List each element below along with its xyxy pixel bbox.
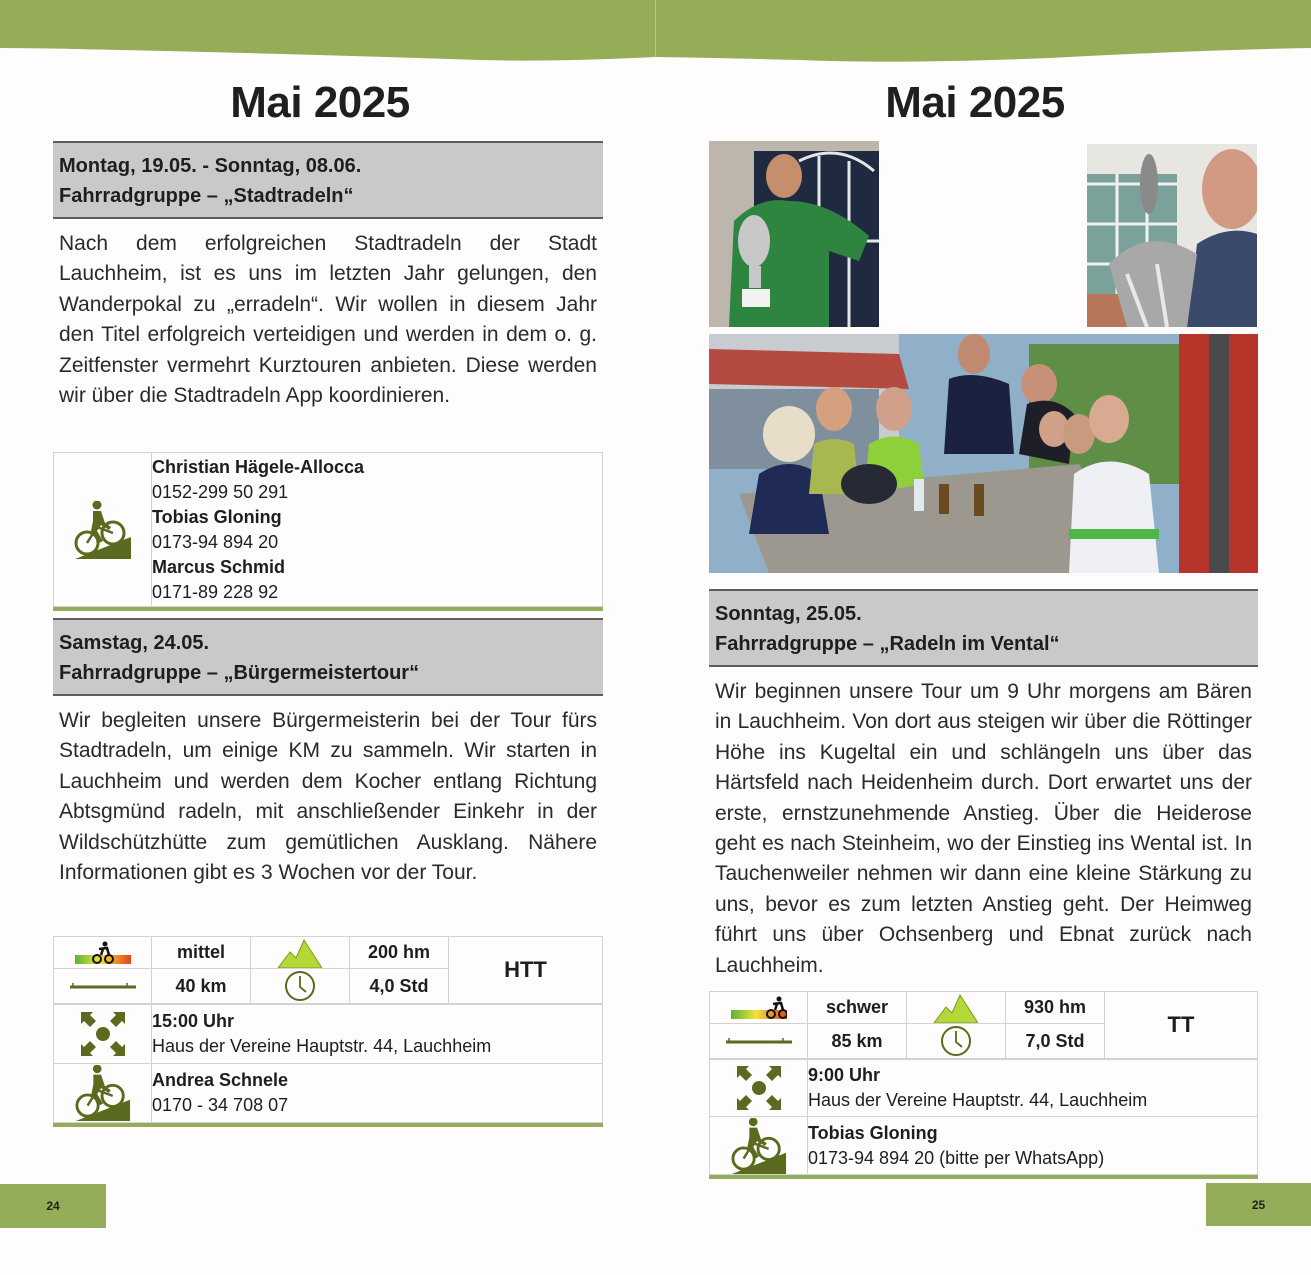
event-radeln-im-vental [709,589,1258,1179]
duration-icon-cell [251,969,350,1004]
contact-name: Tobias Gloning [808,1122,938,1143]
contact-phone[interactable]: 0171-89 228 92 [152,581,279,602]
contact-icon-cell [710,1117,808,1175]
difficulty-value: schwer [808,992,907,1024]
green-divider [709,1175,1258,1179]
event-buergermeistertour [53,618,603,1127]
event-description: Wir begleiten unsere Bürgermeisterin bei der Tour fürs Stadtradeln, um einige KM zu sammeln. Wir starten in Lauchheim und werden dem Kocher entlang Richtung Abtsgmünd radeln, mit anschließender Einkehr in der Wildschützhütte zum gemütlichen Ausklang. Nähere Informationen gibt es 3 Wochen vor der Tour. [59,709,597,885]
page-title-left: Mai 2025 [230,78,410,127]
event-stadtradeln [53,141,603,611]
photo-group-at-table [709,334,1258,573]
duration-icon-cell [907,1024,1006,1059]
photo-trophy-green-shirt [709,141,879,327]
contacts-table [53,452,603,607]
contact-name: Christian Hägele-Allocca [152,456,365,477]
contacts-list [152,453,603,607]
meeting-info [152,1005,603,1064]
meeting-time: 9:00 Uhr [808,1065,881,1085]
distance-icon-cell [54,969,152,1004]
photo-man-with-trophy-image [1087,144,1257,327]
difficulty-icon-cell [710,992,808,1024]
clock-icon [283,969,317,1003]
elevation-value: 930 hm [1006,992,1105,1024]
cyclist-uphill-icon [73,501,133,559]
page-number-text: 24 [46,1199,60,1213]
contact-name: Andrea Schnele [152,1070,289,1090]
difficulty-icon-cell [54,937,152,969]
contact-name: Tobias Gloning [152,506,282,527]
duration-value: 7,0 Std [1006,1024,1105,1059]
page-title-right: Mai 2025 [885,78,1065,127]
event-name: Fahrradgruppe – „Bürgermeistertour“ [59,662,420,684]
distance-icon-cell [710,1024,808,1059]
event-date: Samstag, 24.05. [59,632,210,654]
green-divider [53,1123,603,1127]
page-number-left [0,1184,106,1228]
meeting-point-icon [79,1010,127,1058]
event-name: Fahrradgruppe – „Stadtradeln“ [59,185,354,207]
elevation-icon-cell [907,992,1006,1024]
elevation-value: 200 hm [350,937,449,969]
event-date: Sonntag, 25.05. [715,603,862,625]
contact-phone[interactable]: 0173-94 894 20 (bitte per WhatsApp) [808,1147,1105,1168]
distance-ruler-icon [70,982,136,990]
event-header [53,141,603,219]
meeting-contact-table [53,1004,603,1123]
contact-phone[interactable]: 0170 - 34 708 07 [152,1095,289,1115]
contact-phone[interactable]: 0152-299 50 291 [152,481,289,502]
mountain-icon [278,938,322,968]
photo-group-at-table-image [709,334,1258,573]
contact-info [808,1117,1258,1175]
cyclist-uphill-icon [72,1065,134,1121]
cyclist-uphill-icon [728,1118,790,1174]
tour-stats-table [709,991,1258,1059]
page-number-text: 25 [1251,1197,1266,1212]
contact-info [152,1064,603,1123]
distance-value: 85 km [808,1024,907,1059]
difficulty-bar-icon [731,996,787,1020]
meeting-info [808,1060,1258,1117]
page-number-right [1206,1183,1311,1226]
clock-icon [939,1024,973,1058]
meeting-point-icon [735,1064,783,1112]
event-name: Fahrradgruppe – „Radeln im Vental“ [715,633,1060,655]
photo-trophy-green-shirt-image [709,141,879,327]
event-header [709,589,1258,667]
tour-type: TT [1105,992,1258,1059]
contact-name: Marcus Schmid [152,556,286,577]
elevation-icon-cell [251,937,350,969]
mountain-icon [934,993,978,1023]
contact-icon-cell [54,1064,152,1123]
green-divider [53,607,603,611]
difficulty-value: mittel [152,937,251,969]
event-description: Wir beginnen unsere Tour um 9 Uhr morgens am Bären in Lauchheim. Von dort aus steigen wir über die Röttinger Höhe ins Kugeltal ein und schlängeln uns über das Härtsfeld nach Heidenheim durch. Dort erwartet uns der erste, ernstzunehmende Anstieg. Über die Heiderose geht es nach Steinheim, wo der Einstieg ins Wental ist. In Tauchenweiler nehmen wir dann eine kleine Stärkung zu uns, bevor es zum letzten Anstieg geht. Der Heimweg führt uns über Ochsenberg und Ebnat zurück nach Lauchheim. [715,680,1252,977]
contacts-icon-cell [54,453,152,607]
duration-value: 4,0 Std [350,969,449,1004]
contact-phone[interactable]: 0173-94 894 20 [152,531,279,552]
tour-stats-table [53,936,603,1004]
event-header [53,618,603,696]
meeting-place: Haus der Vereine Hauptstr. 44, Lauchheim [152,1036,492,1056]
tour-type: HTT [449,937,603,1004]
distance-ruler-icon [726,1037,792,1045]
event-date: Montag, 19.05. - Sonntag, 08.06. [59,155,362,177]
meeting-time: 15:00 Uhr [152,1011,235,1031]
photo-man-with-trophy [1087,144,1257,327]
event-description: Nach dem erfolgreichen Stadtradeln der Stadt Lauchheim, ist es uns im letzten Jahr gelungen, den Wanderpokal zu „erradeln“. Wir wollen in diesem Jahr den Titel erfolgreich verteidigen und werden in dem o. g. Zeitfenster vermehrt Kurztouren anbieten. Diese werden wir über die Stadtradeln App koordinieren. [59,232,597,408]
meeting-icon-cell [54,1005,152,1064]
meeting-icon-cell [710,1060,808,1117]
top-green-band [0,0,1311,64]
meeting-contact-table [709,1059,1258,1175]
meeting-place: Haus der Vereine Hauptstr. 44, Lauchheim [808,1090,1148,1110]
distance-value: 40 km [152,969,251,1004]
difficulty-bar-icon [75,941,131,965]
